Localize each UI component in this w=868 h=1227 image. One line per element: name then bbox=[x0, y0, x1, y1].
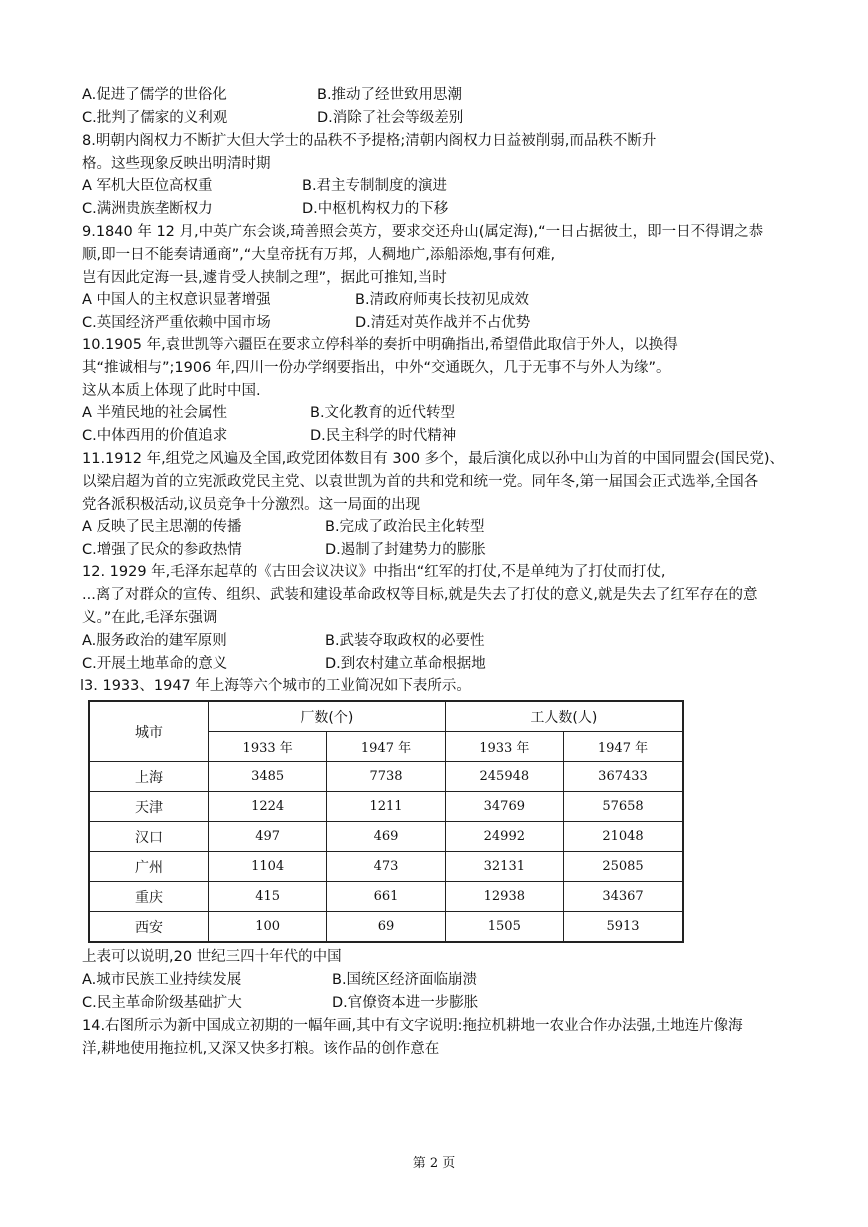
table-row bbox=[89, 822, 683, 852]
industry-table bbox=[88, 700, 684, 943]
q14-stem-line1: 14.右图所示为新中国成立初期的一幅年画,其中有文字说明:拖拉机耕地一农业合作办法强,土地连片像海 bbox=[82, 1018, 743, 1034]
q11-stem-line2: 以梁启超为首的立宪派政党民主党、以袁世凯为首的共和党和统一党。同年冬,第一届国会正式选举,全国各 bbox=[82, 474, 759, 490]
q9-stem-line2: 顺,即一日不能奏请通商”,“大皇帝抚有万邦，人稠地广,添船添炮,事有何难, bbox=[82, 247, 556, 263]
table-cell-city: 上海 bbox=[89, 762, 209, 792]
q7-options-row1 bbox=[82, 85, 462, 105]
table-cell-value: 1211 bbox=[327, 792, 445, 822]
q7-options-row2 bbox=[82, 108, 463, 128]
table-cell-value: 415 bbox=[209, 882, 327, 912]
table-header-year: 1947 年 bbox=[327, 732, 445, 762]
table-cell-city: 广州 bbox=[89, 852, 209, 882]
table-cell-value: 24992 bbox=[445, 822, 563, 852]
table-cell-value: 1104 bbox=[209, 852, 327, 882]
table-cell-value: 34367 bbox=[563, 882, 683, 912]
table-cell-value: 367433 bbox=[563, 762, 683, 792]
q11-stem-line3: 党各派积极活动,议员竞争十分激烈。这一局面的出现 bbox=[82, 497, 421, 513]
table-row bbox=[89, 762, 683, 792]
table-header-city: 城市 bbox=[89, 701, 209, 762]
q10-option-a[interactable]: A 半殖民地的社会属性 bbox=[82, 405, 228, 421]
q11-option-c[interactable]: C.增强了民众的参政热情 bbox=[82, 542, 242, 558]
table-row bbox=[89, 882, 683, 912]
q10-option-d[interactable]: D.民主科学的时代精神 bbox=[310, 428, 457, 444]
q10-stem-line3: 这从本质上体现了此时中国. bbox=[82, 383, 261, 399]
q13-option-d[interactable]: D.官僚资本进一步膨胀 bbox=[332, 995, 479, 1011]
table-row bbox=[89, 912, 683, 943]
q12-option-a[interactable]: A.服务政治的建军原则 bbox=[82, 633, 227, 649]
table-cell-value: 32131 bbox=[445, 852, 563, 882]
table-cell-value: 7738 bbox=[327, 762, 445, 792]
q9-option-a[interactable]: A 中国人的主权意识显著增强 bbox=[82, 292, 271, 308]
q8-stem-line1: 8.明朝内阁权力不断扩大但大学士的品秩不予提格;清朝内阁权力日益被削弱,而品秩不断升 bbox=[82, 133, 657, 149]
q7-option-a[interactable]: A.促进了儒学的世俗化 bbox=[82, 87, 227, 103]
table-cell-city: 西安 bbox=[89, 912, 209, 943]
table-cell-value: 5913 bbox=[563, 912, 683, 943]
table-cell-value: 12938 bbox=[445, 882, 563, 912]
table-cell-value: 1224 bbox=[209, 792, 327, 822]
q8-options-row1 bbox=[82, 176, 447, 196]
q12-options-row1 bbox=[82, 631, 485, 651]
q9-stem-line1: 9.1840 年 12 月,中英广东会谈,琦善照会英方，要求交还舟山(属定海),“一日占据彼土，即一日不得谓之恭 bbox=[82, 224, 764, 240]
q8-option-b[interactable]: B.君主专制制度的演进 bbox=[302, 178, 448, 194]
q12-stem-line1: 12. 1929 年,毛泽东起草的《古田会议决议》中指出“红军的打仗,不是单纯为了打仗而打仗, bbox=[82, 564, 666, 580]
table-cell-value: 69 bbox=[327, 912, 445, 943]
q11-option-b[interactable]: B.完成了政治民主化转型 bbox=[325, 519, 485, 535]
q10-options-row2 bbox=[82, 426, 456, 446]
q10-option-b[interactable]: B.文化教育的近代转型 bbox=[310, 405, 456, 421]
q11-option-d[interactable]: D.遏制了封建势力的膨胀 bbox=[325, 542, 486, 558]
q14-stem-line2: 洋,耕地使用拖拉机,又深又快多打粮。该作品的创作意在 bbox=[82, 1041, 440, 1057]
q10-stem-line1: 10.1905 年,袁世凯等六疆臣在要求立停科举的奏折中明确指出,希望借此取信于外人，以换得 bbox=[82, 337, 678, 353]
q8-option-d[interactable]: D.中枢机构权力的下移 bbox=[302, 201, 449, 217]
table-cell-city: 天津 bbox=[89, 792, 209, 822]
q12-option-c[interactable]: C.开展土地革命的意义 bbox=[82, 656, 228, 672]
table-row bbox=[89, 792, 683, 822]
table-cell-value: 245948 bbox=[445, 762, 563, 792]
q7-option-b[interactable]: B.推动了经世致用思潮 bbox=[317, 87, 463, 103]
q13-options-row1 bbox=[82, 970, 477, 990]
q12-option-d[interactable]: D.到农村建立革命根据地 bbox=[325, 656, 486, 672]
q11-option-a[interactable]: A 反映了民主思潮的传播 bbox=[82, 519, 242, 535]
table-cell-value: 100 bbox=[209, 912, 327, 943]
q8-option-a[interactable]: A 军机大臣位高权重 bbox=[82, 178, 213, 194]
q8-option-c[interactable]: C.满洲贵族垄断权力 bbox=[82, 201, 213, 217]
table-cell-value: 21048 bbox=[563, 822, 683, 852]
table-cell-value: 34769 bbox=[445, 792, 563, 822]
table-cell-city: 重庆 bbox=[89, 882, 209, 912]
table-cell-value: 497 bbox=[209, 822, 327, 852]
q9-option-d[interactable]: D.清廷对英作战并不占优势 bbox=[355, 315, 531, 331]
q10-stem-line2: 其“推诚相与”;1906 年,四川一份办学纲要指出，中外“交通既久，几于无事不与外人为缘”。 bbox=[82, 360, 671, 376]
q13-stem-line1: l3. 1933、1947 年上海等六个城市的工业简况如下表所示。 bbox=[80, 678, 471, 694]
q7-option-d[interactable]: D.消除了社会等级差别 bbox=[317, 110, 464, 126]
q7-option-c[interactable]: C.批判了儒家的义利观 bbox=[82, 110, 228, 126]
q12-option-b[interactable]: B.武装夺取政权的必要性 bbox=[325, 633, 485, 649]
table-cell-value: 469 bbox=[327, 822, 445, 852]
table-row bbox=[89, 852, 683, 882]
q13-option-c[interactable]: C.民主革命阶级基础扩大 bbox=[82, 995, 242, 1011]
table-cell-value: 661 bbox=[327, 882, 445, 912]
q9-option-b[interactable]: B.清政府师夷长技初见成效 bbox=[355, 292, 530, 308]
table-body bbox=[89, 762, 683, 943]
table-header-year: 1933 年 bbox=[445, 732, 563, 762]
q8-stem-line2: 格。这些现象反映出明清时期 bbox=[82, 156, 271, 172]
q9-stem-line3: 岂有因此定海一县,遽肯受人挟制之理”，据此可推知,当时 bbox=[82, 270, 447, 286]
page-number: 第 2 页 bbox=[412, 1156, 456, 1171]
q11-options-row1 bbox=[82, 517, 485, 537]
q12-stem-line2: ...离了对群众的宣传、组织、武装和建设革命政权等目标,就是失去了打仗的意义,就是失去了红军存在的意 bbox=[82, 587, 758, 603]
table-cell-value: 25085 bbox=[563, 852, 683, 882]
q10-options-row1 bbox=[82, 403, 455, 423]
table-header-year: 1947 年 bbox=[563, 732, 683, 762]
q13-stem-line2: 上表可以说明,20 世纪三四十年代的中国 bbox=[82, 949, 342, 965]
q13-option-b[interactable]: B.国统区经济面临崩溃 bbox=[332, 972, 478, 988]
q9-option-c[interactable]: C.英国经济严重依赖中国市场 bbox=[82, 315, 271, 331]
q9-options-row2 bbox=[82, 313, 530, 333]
q9-options-row1 bbox=[82, 290, 529, 310]
table-cell-value: 57658 bbox=[563, 792, 683, 822]
table-header-year: 1933 年 bbox=[209, 732, 327, 762]
table-cell-value: 3485 bbox=[209, 762, 327, 792]
q11-options-row2 bbox=[82, 540, 486, 560]
table-header-factories: 厂数(个) bbox=[209, 701, 446, 732]
q13-options-row2 bbox=[82, 993, 478, 1013]
table-header-workers: 工人数(人) bbox=[445, 701, 683, 732]
q12-options-row2 bbox=[82, 654, 486, 674]
q8-options-row2 bbox=[82, 199, 448, 219]
q11-stem-line1: 11.1912 年,组党之风遍及全国,政党团体数目有 300 多个，最后演化成以孙中山为首的中国同盟会(国民党)、 bbox=[82, 451, 784, 467]
table-cell-value: 1505 bbox=[445, 912, 563, 943]
q10-option-c[interactable]: C.中体西用的价值追求 bbox=[82, 428, 228, 444]
table-cell-city: 汉口 bbox=[89, 822, 209, 852]
q12-stem-line3: 义。”在此,毛泽东强调 bbox=[82, 610, 218, 626]
q13-option-a[interactable]: A.城市民族工业持续发展 bbox=[82, 972, 242, 988]
table-cell-value: 473 bbox=[327, 852, 445, 882]
